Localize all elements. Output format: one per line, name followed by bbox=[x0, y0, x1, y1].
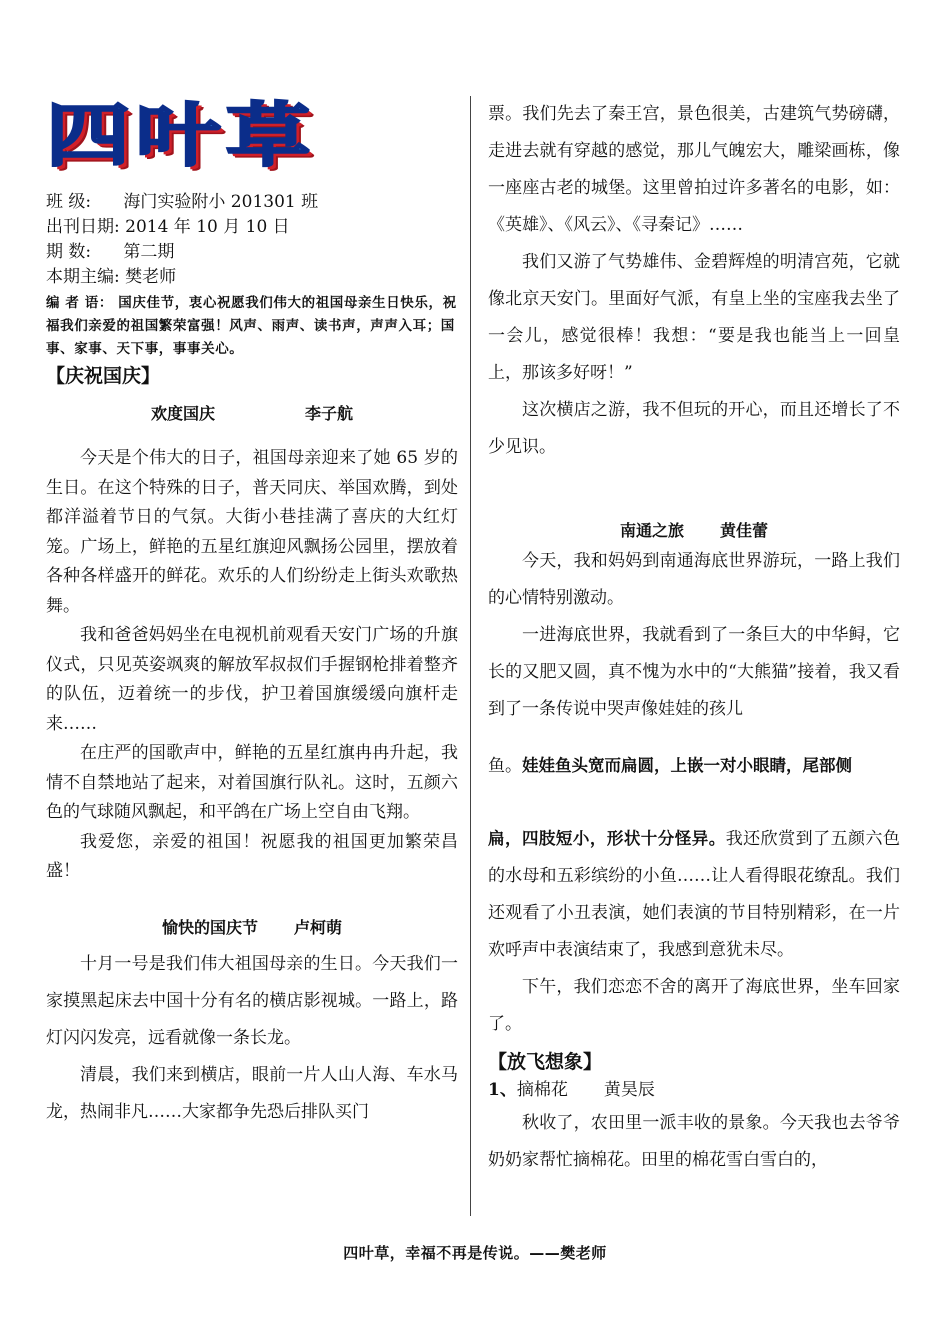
paragraph: 下午，我们恋恋不舍的离开了海底世界，坐车回家了。 bbox=[488, 977, 900, 1034]
paragraph: 秋收了，农田里一派丰收的景象。今天我也去爷爷奶奶家帮忙摘棉花。田里的棉花雪白雪白的， bbox=[488, 1113, 900, 1170]
paragraph: 这次横店之游，我不但玩的开心，而且还增长了不少见识。 bbox=[488, 400, 900, 457]
paragraph: 在庄严的国歌声中，鲜艳的五星红旗冉冉升起，我情不自禁地站了起来，对着国旗行队礼。这时，五颜六色的气球随风飘起，和平鸽在广场上空自由飞翔。 bbox=[46, 743, 458, 822]
article-heading-1 bbox=[46, 401, 458, 424]
article-title: 愉快的国庆节 bbox=[161, 917, 258, 937]
paragraph: 我和爸爸妈妈坐在电视机前观看天安门广场的升旗仪式，只见英姿飒爽的解放军叔叔们手握钢枪排着整齐的队伍，迈着统一的步伐，护卫着国旗缓缓向旗杆走来…… bbox=[46, 625, 458, 734]
paragraph: 扁，四肢短小，形状十分怪异。我还欣赏到了五颜六色的水母和五彩缤纷的小鱼……让人看得眼花缭乱。我们还观看了小丑表演，她们表演的节目特别精彩，在一片欢呼声中表演结束了，我感到意犹未尽。 bbox=[488, 829, 901, 960]
article-heading-2 bbox=[46, 915, 458, 938]
paragraph: 我们又游了气势雄伟、金碧辉煌的明清宫苑，它就像北京天安门。里面好气派，有皇上坐的宝座我去坐了一会儿，感觉很棒！我想：“要是我也能当上一回皇上，那该多好呀！” bbox=[488, 252, 900, 383]
paragraph: 鱼。娃娃鱼头宽而扁圆，上嵌一对小眼睛，尾部侧 bbox=[488, 756, 852, 776]
column-divider bbox=[470, 96, 471, 1216]
article-title: 摘棉花 bbox=[516, 1080, 568, 1100]
meta-class: 班 级: 海门实验附小 201301 班 bbox=[46, 192, 319, 212]
meta-editor: 本期主编: 樊老师 bbox=[46, 267, 177, 287]
paragraph: 今天，我和妈妈到南通海底世界游玩，一路上我们的心情特别激动。 bbox=[488, 551, 900, 608]
masthead-title: 四叶草 bbox=[46, 95, 317, 176]
article-author: 卢柯萌 bbox=[294, 917, 343, 937]
article-heading-4 bbox=[488, 1075, 900, 1105]
meta-issue: 期 数: 第二期 bbox=[46, 242, 175, 262]
article-number: 1、 bbox=[488, 1080, 517, 1100]
paragraph: 我爱您，亲爱的祖国！祝愿我的祖国更加繁荣昌盛！ bbox=[46, 831, 458, 881]
article-title: 欢度国庆 bbox=[150, 404, 215, 423]
section-heading-celebrate: 【庆祝国庆】 bbox=[46, 365, 161, 387]
paragraph: 十月一号是我们伟大祖国母亲的生日。今天我们一家摸黑起床去中国十分有名的横店影视城。一路上，路灯闪闪发亮，远看就像一条长龙。 bbox=[46, 953, 458, 1048]
article-heading-3 bbox=[488, 518, 900, 541]
right-column bbox=[488, 96, 900, 1179]
left-column bbox=[46, 96, 458, 1131]
paragraph: 今天是个伟大的日子，祖国母亲迎来了她 65 岁的生日。在这个特殊的日子，普天同庆、举国欢腾，到处都洋溢着节日的气氛。大街小巷挂满了喜庆的大红灯笼。广场上，鲜艳的五星红旗迎风飘扬公园里，摆放着各种各样盛开的鲜花。欢乐的人们纷纷走上街头欢歌热舞。 bbox=[46, 448, 458, 616]
section-heading-imagine: 【放飞想象】 bbox=[488, 1051, 603, 1073]
paragraph: 一进海底世界，我就看到了一条巨大的中华鲟，它长的又肥又圆，真不愧为水中的“大熊猫”接着，我又看到了一条传说中哭声像娃娃的孩儿 bbox=[488, 625, 900, 719]
issue-meta bbox=[46, 190, 458, 290]
article-title: 南通之旅 bbox=[619, 521, 684, 540]
article-author: 黄佳蕾 bbox=[720, 521, 769, 540]
paragraph: 票。我们先去了秦王宫，景色很美，古建筑气势磅礴，走进去就有穿越的感觉，那儿气魄宏大，雕梁画栋，像一座座古老的城堡。这里曾拍过许多著名的电影，如：《英雄》、《风云》、《寻秦记》…… bbox=[488, 104, 900, 235]
meta-date: 出刊日期: 2014 年 10 月 10 日 bbox=[46, 217, 290, 237]
editor-note: 编 者 语： 国庆佳节，衷心祝愿我们伟大的祖国母亲生日快乐，祝福我们亲爱的祖国繁荣富强！风声、雨声、读书声，声声入耳；国事、家事、天下事，事事关心。 bbox=[46, 295, 457, 357]
paragraph: 清晨，我们来到横店，眼前一片人山人海、车水马龙，热闹非凡……大家都争先恐后排队买门 bbox=[46, 1064, 458, 1122]
article-author: 黄昊辰 bbox=[603, 1080, 655, 1100]
footer-motto: 四叶草，幸福不再是传说。——樊老师 bbox=[343, 1244, 607, 1262]
article-author: 李子航 bbox=[305, 404, 354, 423]
